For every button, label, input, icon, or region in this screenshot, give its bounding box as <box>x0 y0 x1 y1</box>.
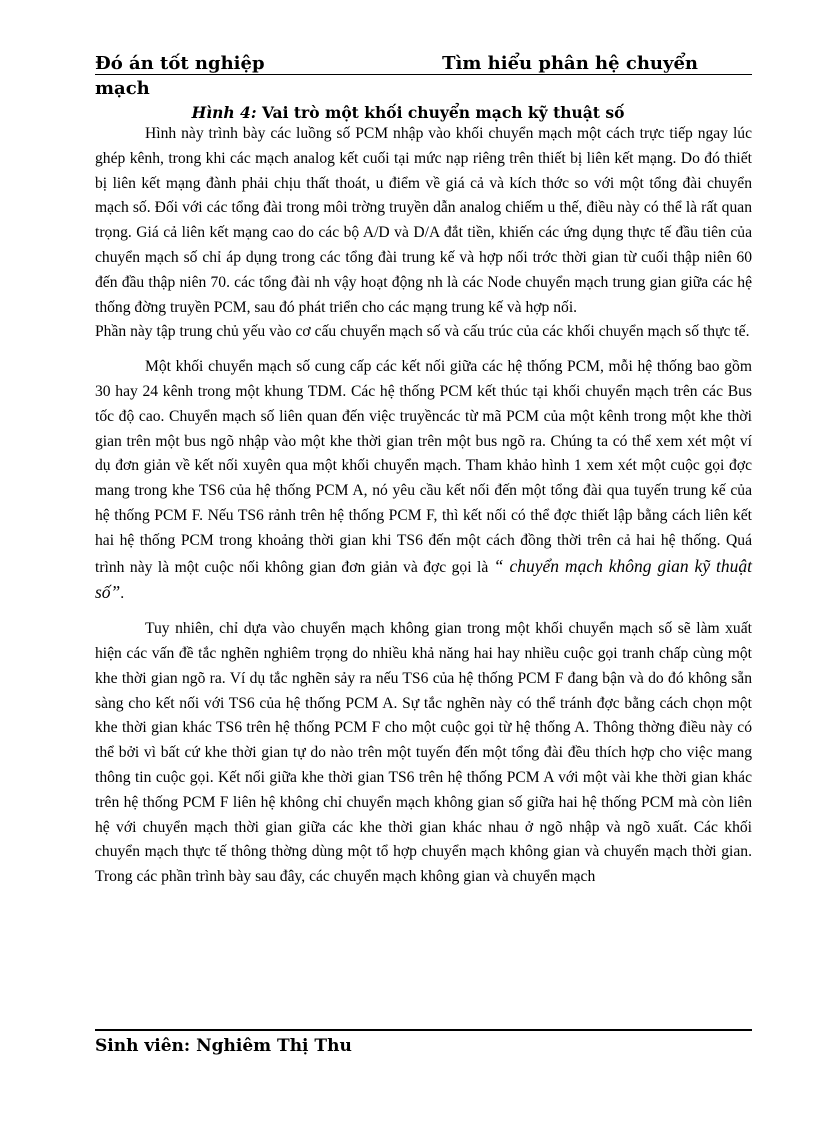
paragraph-4: Tuy nhiên, chỉ dựa vào chuyển mạch không gian trong một khối chuyển mạch số sẽ làm xuất hiện các vấn đề tắc nghẽn nghiêm trọng do nhiều khả năng hai hay nhiều cuộc gọi tranh chấp cùng một khe thời gian ngõ ra. Ví dụ tắc nghẽn sảy ra nếu TS6 của hệ thống PCM F đang bận và do đó không sẵn sàng cho kết nối với TS6 của hệ thống PCM A. Sự tắc nghẽn này có thể tránh đợc bằng cách chọn một khe thời gian khác TS6 trên hệ thống PCM F cho một cuộc gọi từ hệ thống A. Thông thờng điều này có thể bởi vì bất cứ khe thời gian tự do nào trên một tuyến đến một tổng đài đều thích hợp cho việc mang thông tin cuộc gọi. Kết nối giữa khe thời gian TS6 trên hệ thống PCM A với một vài khe thời gian khác trên hệ thống PCM F liên hệ không chỉ chuyển mạch không gian số giữa hai hệ thống PCM mà còn liên hệ với chuyển mạch thời gian giữa các khe thời gian khác nhau ở ngõ nhập và ngõ xuất. Các khối chuyển mạch thực tế thông thờng dùng một tổ hợp chuyển mạch không gian và chuyển mạch thời gian. Trong các phần trình bày sau đây, các chuyển mạch không gian và chuyển mạch <box>95 620 752 886</box>
document-body <box>95 122 752 890</box>
footer-rule <box>95 1029 752 1031</box>
figure-label: Hình 4: <box>191 103 257 122</box>
footer-student: Sinh viên: Nghiêm Thị Thu <box>95 1036 352 1056</box>
paragraph-3-end: . <box>120 585 125 603</box>
figure-caption <box>0 103 816 122</box>
paragraph-1: Hình này trình bày các luồng số PCM nhập vào khối chuyển mạch một cách trực tiếp ngay lúc ghép kênh, trong khi các mạch analog kết cuối tại mức nạp riêng trên thiết bị liên kết mạng. Do đó thiết bị liên kết mạng đành phải chịu thất thoát, u điểm về giá cả và kích thớc so với một tổng đài chuyển mạch số. Đối với các tổng đài trong môi trờng truyền dẫn analog chiếm u thế, điều này có thể là rất quan trọng. Giá cả liên kết mạng cao do các bộ A/D và D/A đắt tiền, khiến các ứng dụng thực tế đầu tiên của chuyển mạch số chỉ áp dụng trong các tổng đài trung kế và hợp nối trớc thời gian từ cuối thập niên 60 đến đầu thập niên 70. các tổng đài nh vậy hoạt động nh là các Node chuyển mạch trung gian giữa các hệ thống đờng truyền PCM, sau đó phát triển cho các mạng trung kế và hợp nối. <box>95 125 752 316</box>
paragraph-3-quote: “ chuyển mạch không gian kỹ thuật số” <box>95 555 753 603</box>
header-left-title: Đó án tốt nghiệp <box>95 53 265 74</box>
paragraph-3-text: Một khối chuyển mạch số cung cấp các kết nối giữa các hệ thống PCM, mỗi hệ thống bao gồm 30 hay 24 kênh trong một khung TDM. Các hệ thống PCM kết thúc tại khối chuyển mạch trên các Bus tốc độ cao. Chuyển mạch số liên quan đến việc truyềncác từ mã PCM của một kênh trong một khe thời gian trên một bus ngõ nhập vào một khe thời gian trên một bus ngõ ra. Chúng ta có thể xem xét một ví dụ đơn giản về kết nối xuyên qua một khối chuyển mạch. Tham khảo hình 1 xem xét một cuộc gọi đợc mang trong khe TS6 của hệ thống PCM A, nó yêu cầu kết nối đến một tổng đài qua tuyến trung kế của hệ thống PCM F. Nếu TS6 rảnh trên hệ thống PCM F, thì kết nối có thể đợc thiết lập bằng cách liên kết hai hệ thống PCM trong khoảng thời gian khi TS6 đến một cách đồng thời trên cả hai hệ thống. Quá trình này là một cuộc nối không gian đơn giản và đợc gọi là <box>95 358 752 576</box>
paragraph-3 <box>95 355 752 607</box>
header-right-title: Tìm hiểu phân hệ chuyển <box>442 53 698 74</box>
page-header <box>95 52 752 100</box>
header-row <box>95 52 752 76</box>
figure-title: Vai trò một khối chuyển mạch kỹ thuật số <box>261 103 625 122</box>
header-continuation: mạch <box>95 78 150 99</box>
paragraph-2: Phần này tập trung chủ yếu vào cơ cấu chuyển mạch số và cấu trúc của các khối chuyển mạch số thực tế. <box>95 323 750 341</box>
